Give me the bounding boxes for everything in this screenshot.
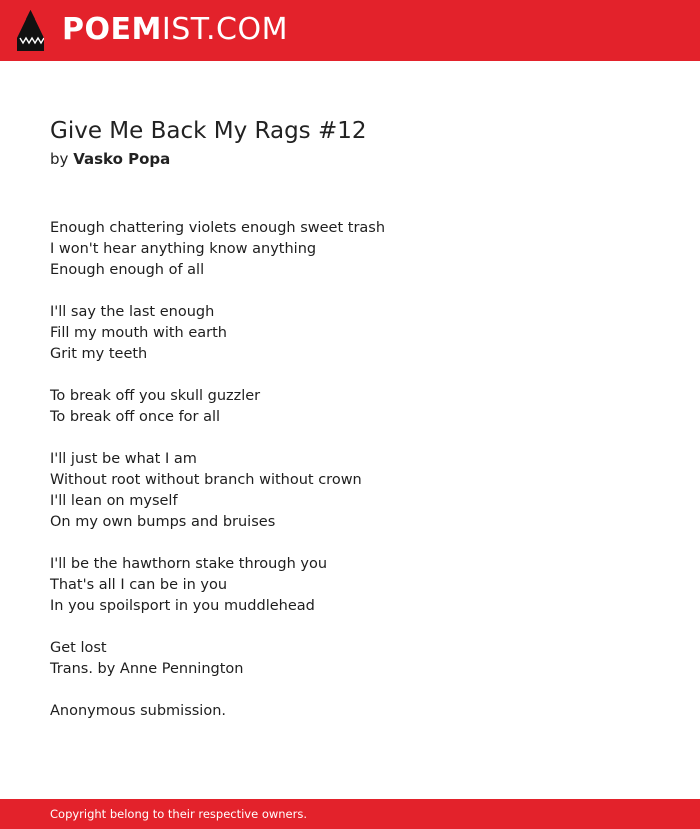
poem-line: In you spoilsport in you muddlehead xyxy=(50,598,315,614)
site-logo[interactable] xyxy=(62,12,288,48)
poem-line: Without root without branch without crown xyxy=(50,472,362,488)
author-name: Vasko Popa xyxy=(73,150,171,168)
poem-line: I won't hear anything know anything xyxy=(50,241,317,257)
poem-line: Grit my teeth xyxy=(50,346,148,362)
poem-line: I'll just be what I am xyxy=(50,451,197,467)
poem-line: Get lost xyxy=(50,640,107,656)
pencil-icon[interactable] xyxy=(17,10,44,51)
poem-line: On my own bumps and bruises xyxy=(50,514,276,530)
poem-body xyxy=(50,218,650,722)
by-label: by xyxy=(50,150,69,168)
poem-line: To break off you skull guzzler xyxy=(50,388,261,404)
poem-line: That's all I can be in you xyxy=(50,577,228,593)
poem-line: Fill my mouth with earth xyxy=(50,325,227,341)
logo-text-light: IST.COM xyxy=(161,12,288,47)
stanza-break xyxy=(50,617,650,638)
poem-line: Enough enough of all xyxy=(50,262,205,278)
logo-text-bold: POEM xyxy=(62,12,162,47)
byline xyxy=(50,148,170,170)
poem-line: I'll lean on myself xyxy=(50,493,178,509)
poem-line: Enough chattering violets enough sweet trash xyxy=(50,220,386,236)
site-header xyxy=(0,0,700,61)
stanza-break xyxy=(50,533,650,554)
poem-line: I'll be the hawthorn stake through you xyxy=(50,556,328,572)
poem-title: Give Me Back My Rags #12 xyxy=(50,118,367,144)
poem-line: To break off once for all xyxy=(50,409,221,425)
submission-note: Anonymous submission. xyxy=(50,703,227,719)
copyright-notice: Copyright belong to their respective owners. xyxy=(50,807,308,821)
stanza-break xyxy=(50,428,650,449)
translator-credit: Trans. by Anne Pennington xyxy=(50,661,244,677)
poem-line: I'll say the last enough xyxy=(50,304,215,320)
site-footer xyxy=(0,799,700,829)
stanza-break xyxy=(50,365,650,386)
stanza-break xyxy=(50,281,650,302)
stanza-break xyxy=(50,680,650,701)
